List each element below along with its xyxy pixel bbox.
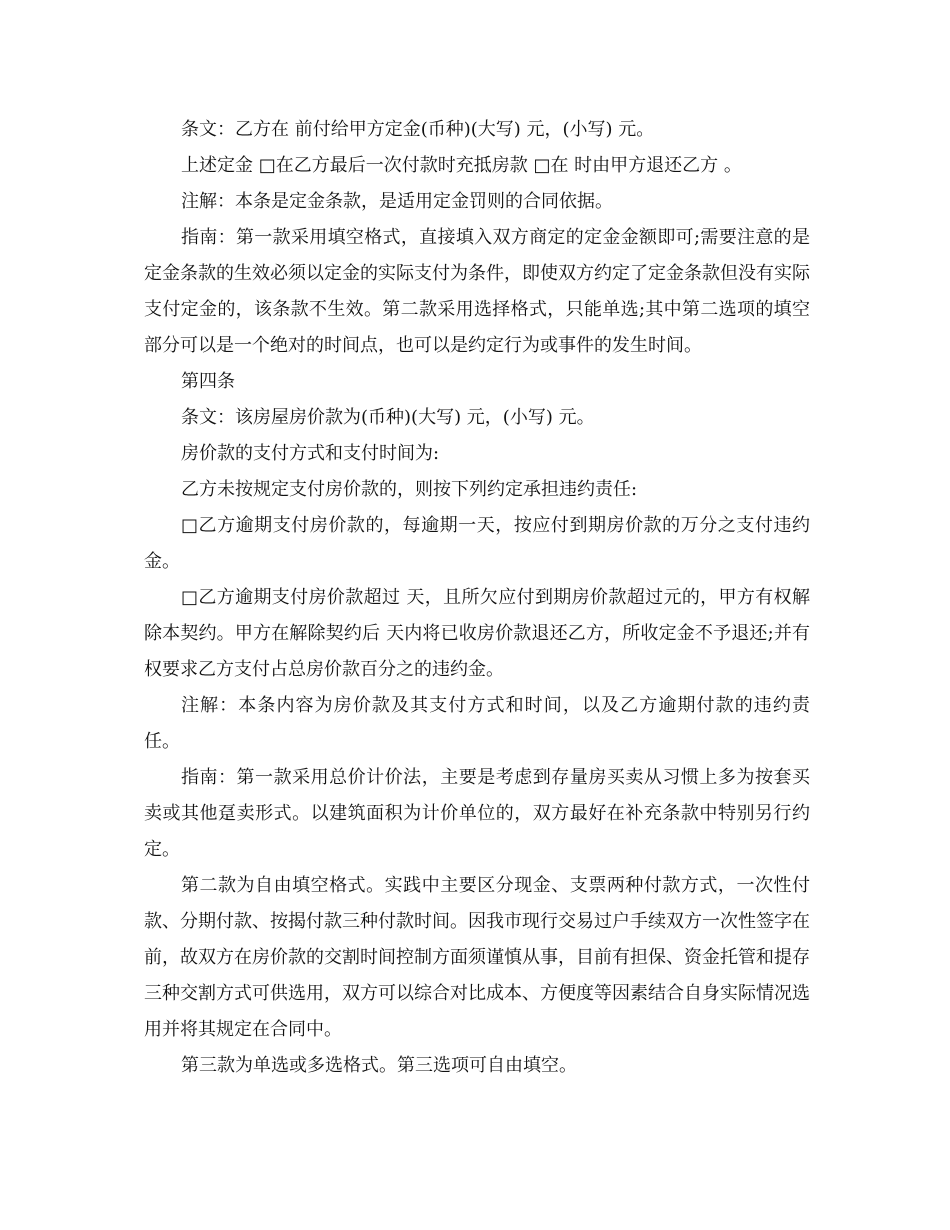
paragraph-price-guide-1: 指南：第一款采用总价计价法，主要是考虑到存量房买卖从习惯上多为按套买卖或其他趸卖形式。以建筑面积为计价单位的，双方最好在补充条款中特别另行约定。 [144, 767, 810, 860]
paragraph-option-late-payment: □乙方逾期支付房价款的，每逾期一天，按应付到期房价款的万分之支付违约金。 [144, 515, 810, 572]
section-heading-article-4: 第四条 [181, 371, 235, 392]
paragraph-deposit-clause-text: 条文：乙方在 前付给甲方定金(币种)(大写) 元，(小写) 元。 [181, 119, 655, 140]
paragraph-deposit-options: 上述定金 □在乙方最后一次付款时充抵房款 □在 时由甲方退还乙方 。 [181, 155, 742, 176]
paragraph-deposit-note: 注解：本条是定金条款，是适用定金罚则的合同依据。 [181, 191, 613, 212]
paragraph-price-guide-3: 第三款为单选或多选格式。第三选项可自由填空。 [181, 1055, 577, 1076]
paragraph-price-guide-2: 第二款为自由填空格式。实践中主要区分现金、支票两种付款方式，一次性付款、分期付款、按揭付款三种付款时间。因我市现行交易过户手续双方一次性签字在前，故双方在房价款的交割时间控制方面须谨慎从事，目前有担保、资金托管和提存三种交割方式可供选用，双方可以综合对比成本、方便度等因素结合自身实际情况选用并将其规定在合同中。 [144, 875, 810, 1040]
paragraph-deposit-guide: 指南：第一款采用填空格式，直接填入双方商定的定金金额即可;需要注意的是定金条款的生效必须以定金的实际支付为条件，即使双方约定了定金条款但没有实际支付定金的，该条款不生效。第二款采用选择格式，只能单选;其中第二选项的填空部分可以是一个绝对的时间点，也可以是约定行为或事件的发生时间。 [144, 227, 810, 356]
document-body [144, 112, 810, 1084]
paragraph-price-note: 注解：本条内容为房价款及其支付方式和时间，以及乙方逾期付款的违约责任。 [144, 695, 810, 752]
paragraph-payment-method: 房价款的支付方式和支付时间为: [181, 443, 440, 464]
paragraph-option-termination: □乙方逾期支付房价款超过 天，且所欠应付到期房价款超过元的，甲方有权解除本契约。甲方在解除契约后 天内将已收房价款退还乙方，所收定金不予退还;并有权要求乙方支付占总房价款百分之的违约金。 [144, 587, 810, 680]
paragraph-price-clause-text: 条文：该房屋房价款为(币种)(大写) 元，(小写) 元。 [181, 407, 595, 428]
paragraph-breach-liability: 乙方未按规定支付房价款的，则按下列约定承担违约责任: [181, 479, 638, 500]
